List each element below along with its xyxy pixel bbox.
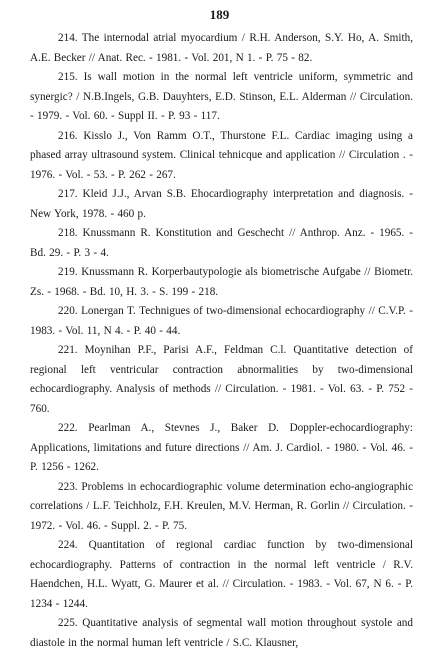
reference-224: 224. Quantitation of regional cardiac function by two-dimensional echocardiography. Patterns of contraction in the normal left ventricle / R.V. Haendchen, H.L. Wyatt, G. Maurer et al. // Circulation. - 1983. - Vol. 67, N 6. - P. 1234 - 1244. — [30, 539, 413, 610]
reference-list — [30, 29, 413, 653]
reference-223: 223. Problems in echocardiographic volume determination echo-angiographic correlations / L.F. Teichholz, F.H. Kreulen, M.V. Herman, R. Gorlin // Circulation. - 1972. - Vol. 46. - Suppl. 2. - P. 75. — [30, 480, 413, 532]
reference-222: 222. Pearlman A., Stevnes J., Baker D. Doppler-echocardiography: Applications, limitations and future directions // Am. J. Cardiol. - 1980. - Vol. 46. - P. 1256 - 1262. — [30, 422, 413, 473]
page-number: 189 — [209, 7, 230, 22]
reference-216: 216. Kisslo J., Von Ramm O.T., Thurstone F.L. Cardiac imaging using a phased array ultrasound system. Clinical tehnicque and application // Circulation . - 1976. - Vol. - 53. - P. 262 - 267. — [30, 129, 413, 181]
reference-214: 214. The internodal atrial myocardium / R.H. Anderson, S.Y. Ho, A. Smith, A.E. Becker // Anat. Rec. - 1981. - Vol. 201, N 1. - P. 75 - 82. — [30, 32, 413, 64]
reference-215: 215. Is wall motion in the normal left ventricle uniform, symmetric and synergic? / N.B.Ingels, G.B. Dauyhters, E.D. Stinson, E.L. Alderman // Circulation. - 1979. - Vol. 60. - Suppl II. - P. 93 - 117. — [30, 71, 413, 122]
reference-221: 221. Moynihan P.F., Parisi A.F., Feldman C.l. Quantitative detection of regional left ventricular contraction abnormalities by two-dimensional echocardiography. Analysis of methods // Circulation. - 1981. - Vol. 63. - P. 752 - 760. — [30, 344, 413, 415]
reference-225: 225. Quantitative analysis of segmental wall motion throughout systole and diastole in the normal human left ventricle / S.C. Klausner, — [30, 617, 413, 649]
reference-220: 220. Lonergan T. Technigues of two-dimensional echocardiography // C.V.P. - 1983. - Vol. 11, N 4. - P. 40 - 44. — [30, 305, 413, 337]
reference-218: 218. Knussmann R. Konstitution and Geschecht // Anthrop. Anz. - 1965. - Bd. 29. - P. 3 - 4. — [30, 227, 413, 259]
reference-219: 219. Knussmann R. Korperbautypologie als biometrische Aufgabe // Biometr. Zs. - 1968. - Bd. 10, H. 3. - S. 199 - 218. — [30, 266, 413, 298]
reference-217: 217. Kleid J.J., Arvan S.B. Ehocardiography interpretation and diagnosis. - New York, 1978. - 460 p. — [30, 188, 413, 220]
